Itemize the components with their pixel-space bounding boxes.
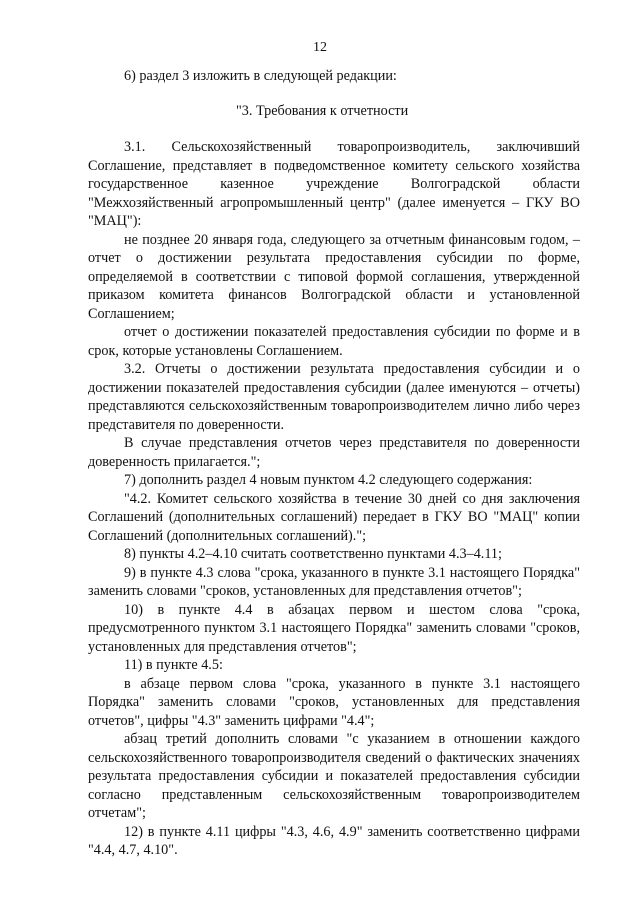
paragraph: 12) в пункте 4.11 цифры "4.3, 4.6, 4.9" заменить соответственно цифрами "4.4, 4.7, 4.10". — [88, 823, 580, 858]
paragraph: 3.2. Отчеты о достижении результата предоставления субсидии и о достижении показателей предоставления субсидии (далее именуются – отчеты) представляются сельскохозяйственным товаропроизводителем лично либо через представителя по доверенности. — [88, 361, 580, 433]
paragraph: 11) в пункте 4.5: — [124, 657, 223, 673]
paragraph: В случае представления отчетов через представителя по доверенности доверенность прилагается."; — [88, 435, 580, 470]
section-title: "3. Требования к отчетности — [236, 102, 409, 119]
document-body — [88, 67, 580, 860]
paragraph: "4.2. Комитет сельского хозяйства в течение 30 дней со дня заключения Соглашений (дополнительных соглашений) передает в ГКУ ВО "МАЦ" копии Соглашений (дополнительных соглашений)."; — [88, 490, 580, 544]
paragraph: в абзаце первом слова "срока, указанного в пункте 3.1 настоящего Порядка" заменить словами "сроков, установленных для представления отчетов", цифры "4.3" заменить цифрами "4.4"; — [88, 675, 580, 729]
paragraph: 7) дополнить раздел 4 новым пунктом 4.2 следующего содержания: — [124, 472, 533, 488]
paragraph: 9) в пункте 4.3 слова "срока, указанного в пункте 3.1 настоящего Порядка" заменить словами "сроков, установленных для представления отчетов"; — [88, 564, 580, 599]
paragraph: 3.1. Сельскохозяйственный товаропроизводитель, заключивший Соглашение, представляет в подведомственное комитету сельского хозяйства государственное казенное учреждение Волгоградской области "Межхозяйственный агропромышленный центр" (далее именуется – ГКУ ВО "МАЦ"): — [88, 139, 580, 229]
paragraph: 8) пункты 4.2–4.10 считать соответственно пунктами 4.3–4.11; — [124, 546, 502, 562]
intro-paragraph: 6) раздел 3 изложить в следующей редакции: — [124, 68, 397, 84]
page-number: 12 — [313, 40, 327, 55]
paragraph: не позднее 20 января года, следующего за отчетным финансовым годом, – отчет о достижении результата предоставления субсидии по форме, определяемой в соответствии с типовой формой соглашения, утвержденной приказом комитета финансов Волгоградской области и установленной Соглашением; — [88, 231, 580, 322]
paragraph: абзац третий дополнить словами "с указанием в отношении каждого сельскохозяйственного товаропроизводителя сведений о фактических значениях результата предоставления субсидии и показателей предоставления субсидии согласно представленным сельскохозяйственным товаропроизводителем отчетам"; — [88, 731, 580, 821]
paragraph: 10) в пункте 4.4 в абзацах первом и шестом слова "срока, предусмотренного пунктом 3.1 настоящего Порядка" заменить словами "сроков, установленных для представления отчетов"; — [88, 601, 580, 655]
paragraph: отчет о достижении показателей предоставления субсидии по форме и в срок, которые установлены Соглашением. — [88, 324, 580, 359]
